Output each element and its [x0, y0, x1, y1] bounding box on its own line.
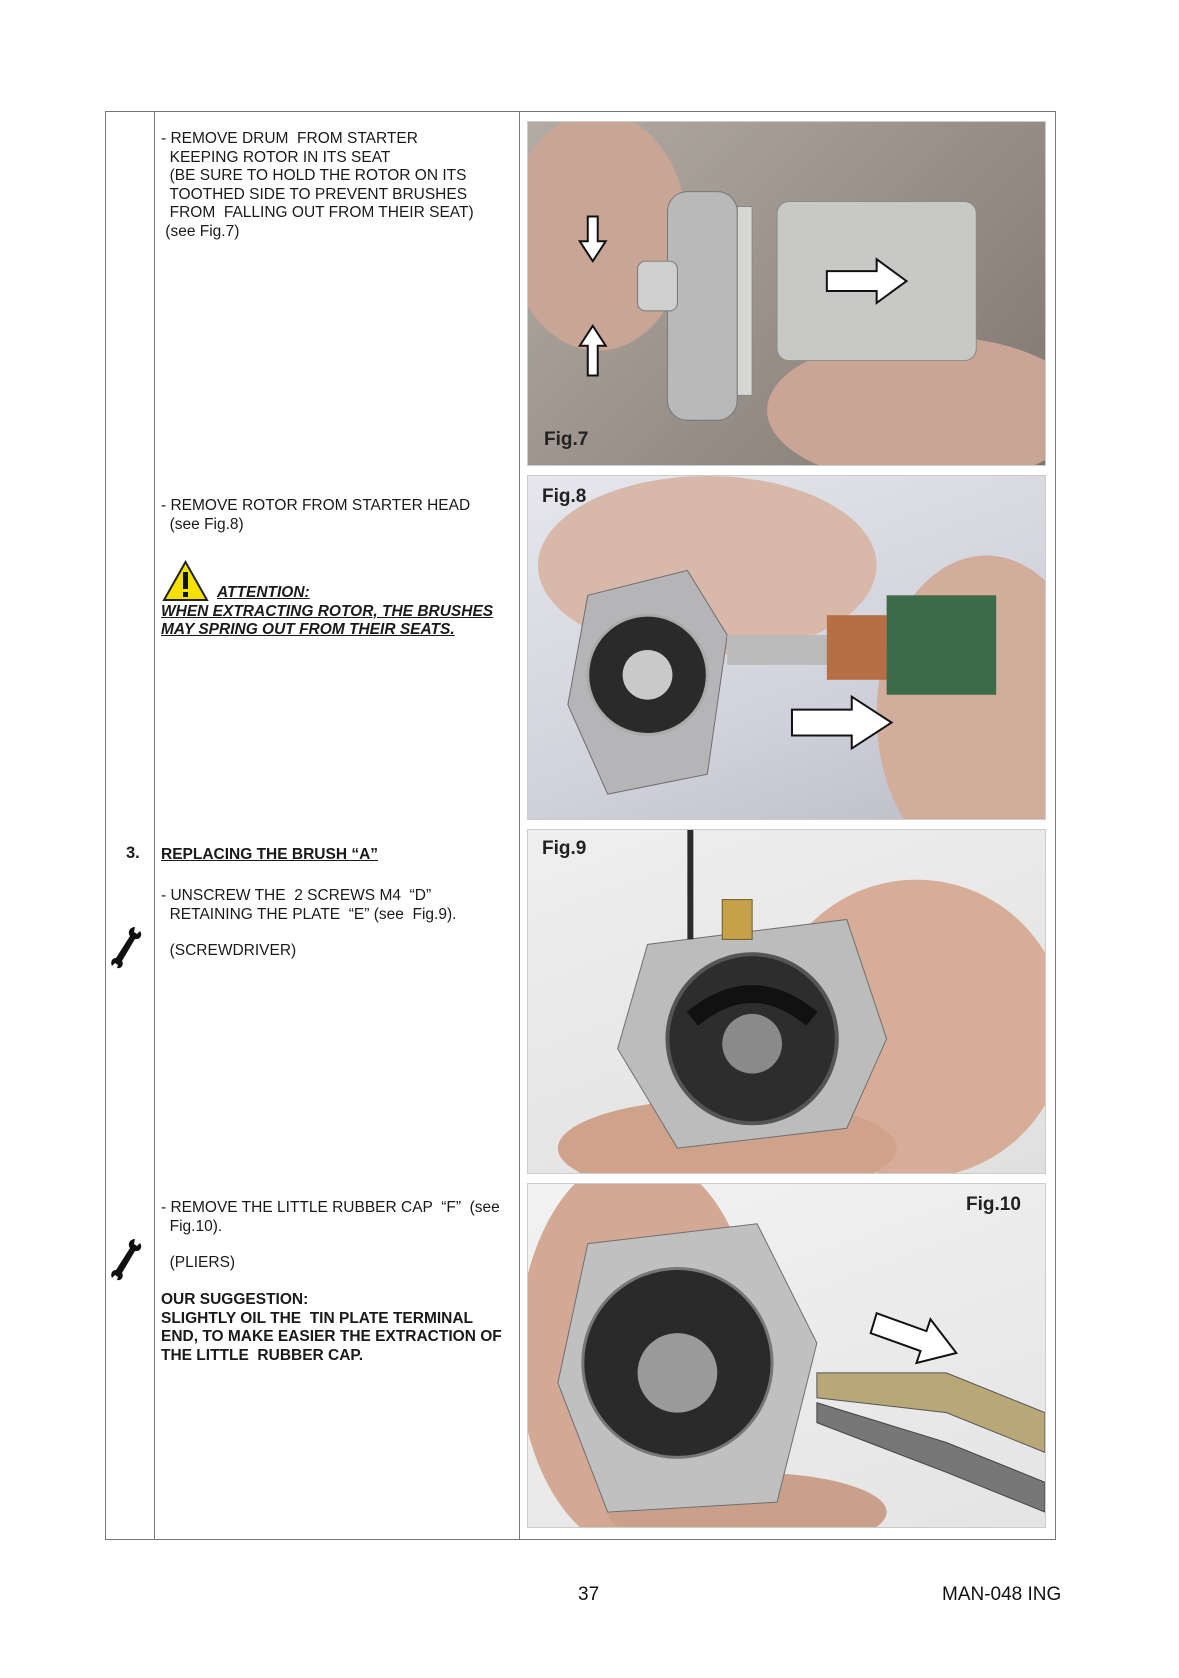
step-line: - REMOVE ROTOR FROM STARTER HEAD — [161, 497, 471, 514]
column-divider-1 — [154, 112, 155, 1539]
attention-title: ATTENTION: — [217, 584, 310, 601]
figure-label: Fig.8 — [542, 486, 587, 507]
figure-label: Fig.10 — [966, 1194, 1021, 1215]
step-line: RETAINING THE PLATE “E” (see Fig.9). — [161, 905, 457, 923]
section-number: 3. — [126, 844, 140, 862]
wrench-icon — [110, 1237, 142, 1281]
step-line: Fig.10). — [161, 1217, 223, 1235]
wrench-icon — [110, 925, 142, 969]
section-title: REPLACING THE BRUSH “A” — [161, 846, 379, 863]
suggestion-line: END, TO MAKE EASIER THE EXTRACTION OF — [161, 1328, 502, 1345]
attention-line: WHEN EXTRACTING ROTOR, THE BRUSHES — [161, 602, 494, 620]
figure-9-photo — [527, 829, 1046, 1174]
figure-10-photo — [527, 1183, 1046, 1528]
figure-7-photo — [527, 121, 1046, 466]
step-line: - REMOVE DRUM FROM STARTER — [161, 130, 418, 147]
step-line: - UNSCREW THE 2 SCREWS M4 “D” — [161, 887, 432, 904]
suggestion-title: OUR SUGGESTION: — [161, 1291, 309, 1308]
step-line: KEEPING ROTOR IN ITS SEAT — [161, 148, 391, 166]
step-line: (BE SURE TO HOLD THE ROTOR ON ITS — [161, 167, 467, 184]
rotor-removal-illustration — [528, 476, 1045, 819]
suggestion-line: SLIGHTLY OIL THE TIN PLATE TERMINAL — [161, 1309, 474, 1327]
figure-8-photo — [527, 475, 1046, 820]
attention-line: MAY SPRING OUT FROM THEIR SEATS. — [161, 621, 455, 638]
column-divider-2 — [519, 112, 520, 1539]
warning-icon — [162, 560, 209, 602]
document-code: MAN-048 ING — [942, 1584, 1062, 1605]
starter-drum-illustration — [528, 122, 1045, 465]
step-line: FROM FALLING OUT FROM THEIR SEAT) — [161, 204, 474, 221]
step-line: TOOTHED SIDE TO PREVENT BRUSHES — [161, 185, 468, 203]
tool-label: (PLIERS) — [161, 1254, 236, 1271]
rubber-cap-illustration — [528, 1184, 1045, 1527]
figure-label: Fig.9 — [542, 838, 587, 859]
suggestion-line: THE LITTLE RUBBER CAP. — [161, 1346, 364, 1364]
figure-label: Fig.7 — [544, 429, 589, 450]
step-line: (see Fig.7) — [161, 222, 240, 240]
step-line: - REMOVE THE LITTLE RUBBER CAP “F” (see — [161, 1199, 500, 1216]
step-line: (see Fig.8) — [161, 515, 244, 533]
brush-plate-illustration — [528, 830, 1045, 1173]
tool-label: (SCREWDRIVER) — [161, 942, 297, 959]
page-number: 37 — [578, 1584, 600, 1605]
